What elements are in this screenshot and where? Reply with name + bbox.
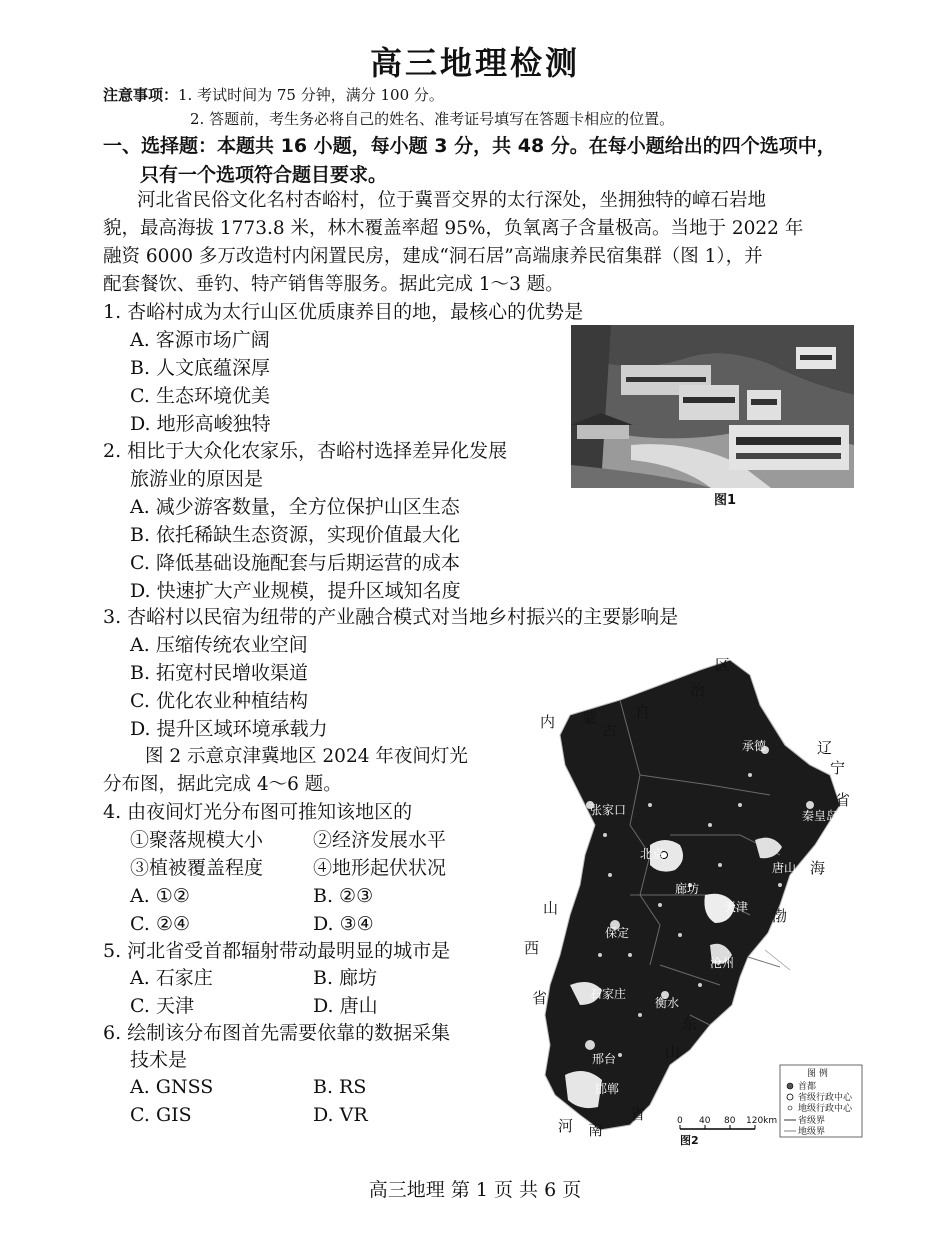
- question-6-stem: 6. 绘制该分布图首先需要依靠的数据采集: [103, 1022, 451, 1044]
- city-label: 北京: [640, 847, 665, 861]
- q4-item-3: ③植被覆盖程度: [130, 857, 264, 879]
- outer-label: 宁: [830, 759, 846, 777]
- q3-option-d: D. 提升区域环境承载力: [130, 718, 328, 740]
- q3-option-a: A. 压缩传统农业空间: [130, 634, 308, 656]
- outer-label: 南: [588, 1121, 604, 1139]
- outer-label: 治: [690, 681, 706, 699]
- q6-option-d: D. VR: [313, 1104, 368, 1126]
- legend-item: 首都: [798, 1082, 817, 1092]
- outer-label: 海: [810, 859, 826, 877]
- q2-option-c: C. 降低基础设施配套与后期运营的成本: [130, 552, 460, 574]
- city-label: 天津: [724, 900, 749, 914]
- question-4-stem: 4. 由夜间灯光分布图可推知该地区的: [103, 801, 413, 823]
- q2-option-d: D. 快速扩大产业规模，提升区域知名度: [130, 580, 461, 602]
- q5-option-c: C. 天津: [130, 995, 194, 1017]
- q5-option-d: D. 唐山: [313, 995, 378, 1017]
- q4-item-2: ②经济发展水平: [313, 829, 447, 851]
- question-6-stem-cont: 技术是: [130, 1049, 188, 1071]
- q4-option-a: A. ①②: [130, 885, 190, 907]
- scale-label: 0: [677, 1116, 683, 1126]
- material-line: 融资 6000 多万改造村内闲置民房，建成“洞石居”高端康养民宿集群（图 1），并: [103, 246, 763, 267]
- q1-option-b: B. 人文底蕴深厚: [130, 357, 271, 379]
- outer-label: 西: [524, 939, 540, 957]
- q6-option-a: A. GNSS: [130, 1076, 214, 1098]
- notice-item: 2. 答题前，考生务必将自己的姓名、准考证号填写在答题卡相应的位置。: [190, 110, 675, 128]
- page-footer: 高三地理 第 1 页 共 6 页: [368, 1179, 582, 1201]
- city-label: 唐山: [772, 861, 797, 875]
- outer-label: 渤: [772, 907, 788, 925]
- notice-label: 注意事项：: [103, 86, 179, 104]
- notice: [103, 84, 444, 105]
- legend-item: 省级行政中心: [798, 1093, 853, 1103]
- q2-option-a: A. 减少游客数量，全方位保护山区生态: [130, 496, 460, 518]
- notice-item: 1. 考试时间为 75 分钟，满分 100 分。: [178, 86, 444, 104]
- legend-item: 地级行政中心: [798, 1104, 853, 1114]
- figure-1-photo: [571, 325, 854, 488]
- q6-option-b: B. RS: [313, 1076, 367, 1098]
- city-label: 廊坊: [675, 882, 700, 896]
- q4-option-d: D. ③④: [313, 913, 374, 935]
- q4-item-4: ④地形起伏状况: [313, 857, 447, 879]
- material-line: 配套餐饮、垂钓、特产销售等服务。据此完成 1～3 题。: [103, 274, 564, 295]
- question-5-stem: 5. 河北省受首都辐射带动最明显的城市是: [103, 940, 451, 962]
- outer-label: 山: [665, 1043, 681, 1061]
- q5-option-b: B. 廊坊: [313, 967, 378, 989]
- question-2-stem-cont: 旅游业的原因是: [130, 468, 264, 490]
- outer-label: 蒙: [582, 709, 598, 727]
- legend-title: 图 例: [807, 1069, 828, 1079]
- city-label: 保定: [605, 926, 630, 940]
- material-2-line: 分布图，据此完成 4～6 题。: [103, 774, 342, 795]
- q1-option-c: C. 生态环境优美: [130, 385, 270, 407]
- scale-label: 40: [699, 1116, 711, 1126]
- city-label: 沧州: [710, 956, 735, 970]
- material-2-line: 图 2 示意京津冀地区 2024 年夜间灯光: [145, 746, 468, 767]
- material-line: 貌，最高海拔 1773.8 米，林木覆盖率超 95%，负氧离子含量极高。当地于 2022 年: [103, 218, 804, 239]
- q6-option-c: C. GIS: [130, 1104, 192, 1126]
- city-label: 衡水: [655, 996, 680, 1010]
- exam-title: 高三地理检测: [369, 44, 580, 82]
- outer-label: 东: [682, 1015, 698, 1033]
- legend-item: 省级界: [798, 1116, 826, 1126]
- map-legend: [780, 1065, 862, 1137]
- q4-option-c: C. ②④: [130, 913, 191, 935]
- legend-item: 地级界: [798, 1127, 826, 1137]
- figure-2-caption: 图2: [680, 1134, 699, 1147]
- city-label: 张家口: [590, 803, 627, 817]
- scale-label: 120km: [746, 1116, 778, 1126]
- outer-label: 内: [540, 713, 556, 731]
- outer-label: 省: [532, 989, 548, 1007]
- city-label: 石家庄: [590, 987, 627, 1001]
- outer-label: 山: [543, 899, 559, 917]
- question-1-stem: 1. 杏峪村成为太行山区优质康养目的地，最核心的优势是: [103, 301, 584, 323]
- q3-option-b: B. 拓宽村民增收渠道: [130, 662, 309, 684]
- q5-option-a: A. 石家庄: [130, 967, 213, 989]
- figure-1-caption: 图1: [714, 493, 737, 508]
- section-heading: 一、选择题：本题共 16 小题，每小题 3 分，共 48 分。在每小题给出的四个选项中，: [103, 135, 836, 157]
- outer-label: 省: [630, 1105, 646, 1123]
- q3-option-c: C. 优化农业种植结构: [130, 690, 308, 712]
- outer-label: 区: [715, 656, 731, 674]
- question-2-stem: 2. 相比于大众化农家乐，杏峪村选择差异化发展: [103, 440, 508, 462]
- outer-label: 古: [602, 721, 618, 739]
- figure-2-map: [510, 655, 870, 1155]
- question-3-stem: 3. 杏峪村以民宿为纽带的产业融合模式对当地乡村振兴的主要影响是: [103, 606, 679, 628]
- q1-option-a: A. 客源市场广阔: [130, 329, 270, 351]
- scale-label: 80: [724, 1116, 736, 1126]
- city-label: 承德: [742, 739, 767, 753]
- outer-label: 省: [835, 791, 851, 809]
- city-label: 秦皇岛: [802, 809, 839, 823]
- outer-label: 辽: [817, 739, 833, 757]
- q4-option-b: B. ②③: [313, 885, 374, 907]
- outer-label: 河: [558, 1117, 574, 1135]
- material-line: 河北省民俗文化名村杏峪村，位于冀晋交界的太行深处，坐拥独特的嶂石岩地: [137, 190, 767, 211]
- q4-item-1: ①聚落规模大小: [130, 829, 264, 851]
- q1-option-d: D. 地形高峻独特: [130, 413, 271, 435]
- city-label: 邯郸: [595, 1082, 620, 1096]
- scale-bar: [677, 1116, 777, 1129]
- q2-option-b: B. 依托稀缺生态资源，实现价值最大化: [130, 524, 461, 546]
- city-label: 邢台: [592, 1052, 617, 1066]
- outer-label: 自: [635, 703, 651, 721]
- section-heading-cont: 只有一个选项符合题目要求。: [140, 164, 388, 186]
